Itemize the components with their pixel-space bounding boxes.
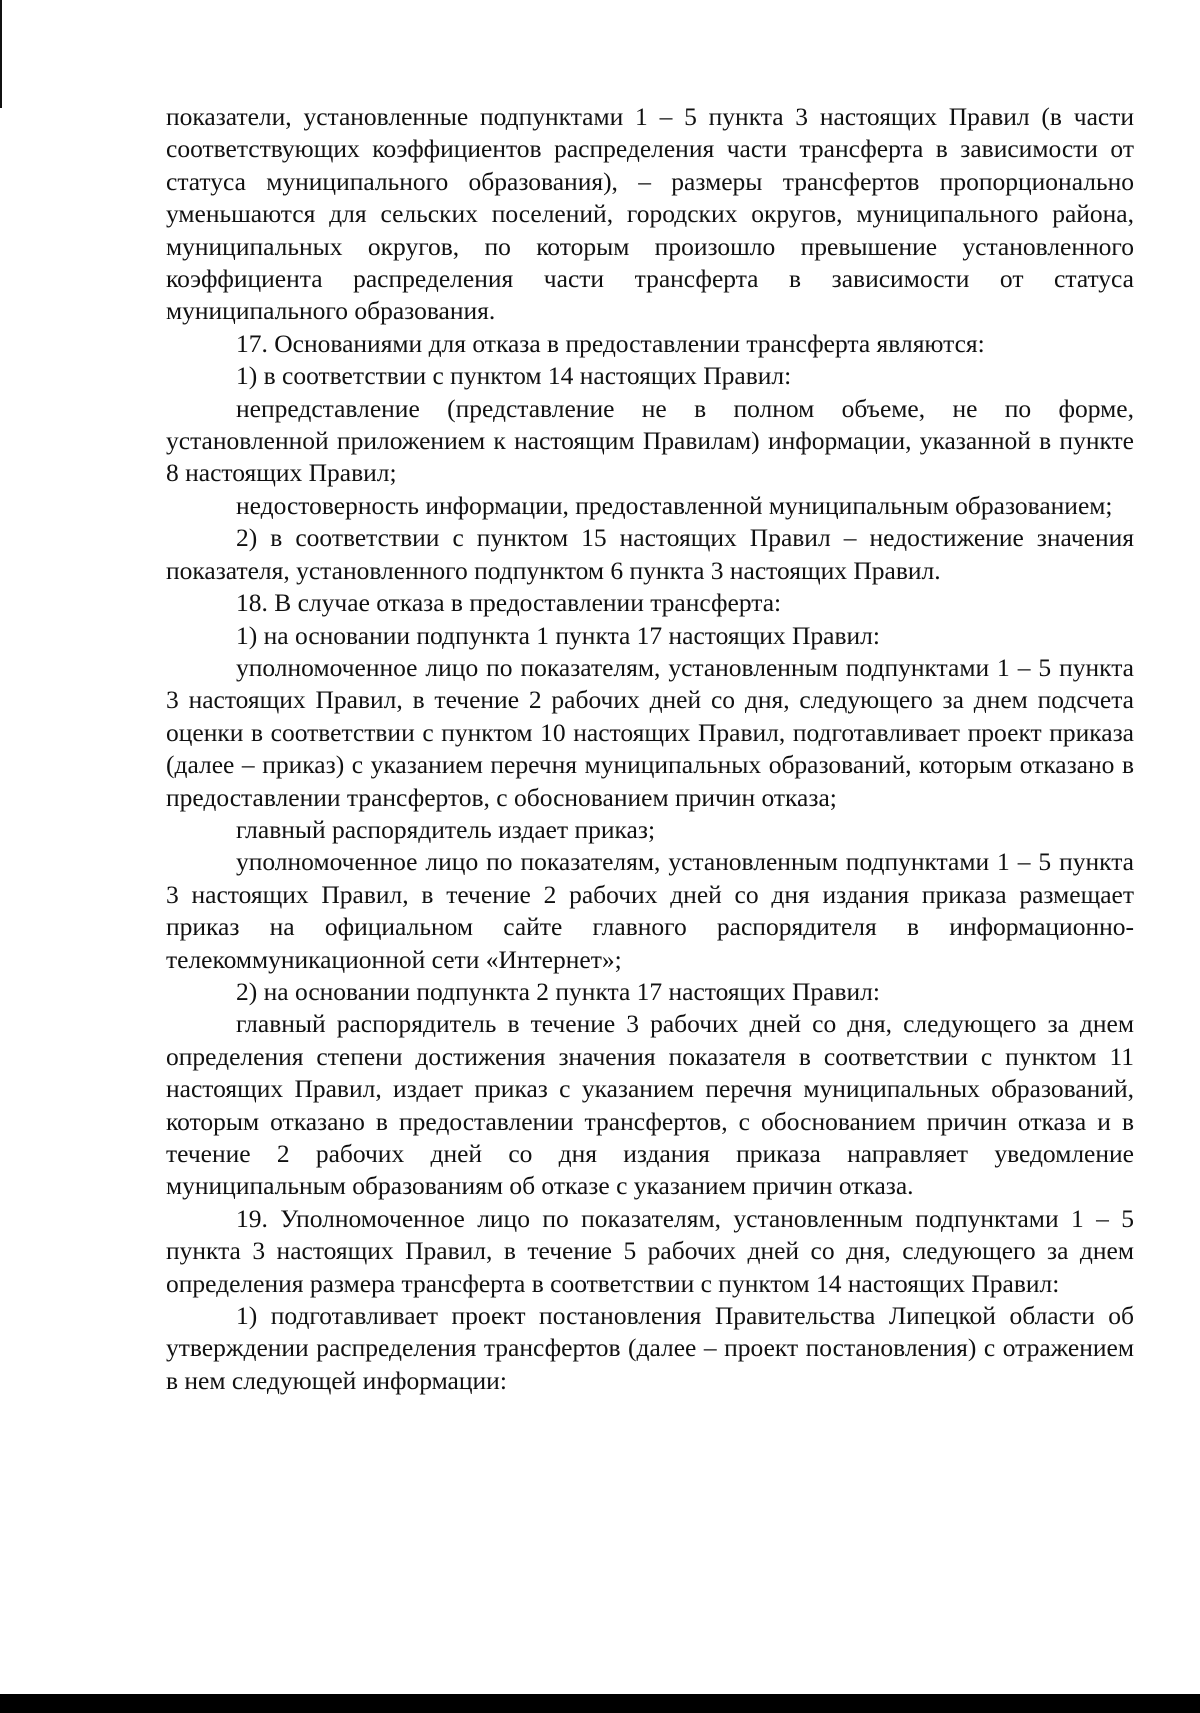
paragraph-19: 19. Уполномоченное лицо по показателям, установленным подпунктами 1 – 5 пункта 3 настоящих Правил, в течение 5 рабочих дней со дня, следующего за днем определения размера трансферта в соответствии с пунктом 14 настоящих Правил: [166, 1203, 1134, 1298]
paragraph-18-item-1: 1) на основании подпункта 1 пункта 17 настоящих Правил: [236, 620, 880, 650]
paragraph-18-item-2-order: главный распорядитель в течение 3 рабочих дней со дня, следующего за днем определения степени достижения значения показателя в соответствии с пунктом 11 настоящих Правил, издает приказ с указанием перечня муниципальных образований, которым отказано в предоставлении трансфертов, с обоснованием причин отказа и в течение 2 рабочих дней со дня издания приказа направляет уведомление муниципальным образованиям об отказе с указанием причин отказа. [166, 1009, 1134, 1201]
paragraph-18-item-1-issue: главный распорядитель издает приказ; [236, 814, 656, 844]
document-body [166, 101, 1134, 1397]
paragraph-18: 18. В случае отказа в предоставлении трансферта: [236, 588, 782, 618]
paragraph-17: 17. Основаниями для отказа в предоставлении трансферта являются: [236, 328, 985, 358]
paragraph-17-item-2: 2) в соответствии с пунктом 15 настоящих Правил – недостижение значения показателя, установленного подпунктом 6 пункта 3 настоящих Правил. [166, 523, 1134, 585]
scan-edge-mark [0, 0, 2, 108]
paragraph-19-item-1: 1) подготавливает проект постановления Правительства Липецкой области об утверждении распределения трансфертов (далее – проект постановления) с отражением в нем следующей информации: [166, 1301, 1134, 1395]
paragraph-17-item-1-unreliability: недостоверность информации, предоставленной муниципальным образованием; [236, 490, 1113, 520]
paragraph-17-item-1-nonsubmission: непредставление (представление не в полном объеме, не по форме, установленной приложением к настоящим Правилам) информации, указанной в пункте 8 настоящих Правил; [166, 393, 1134, 488]
paragraph-18-item-1-publish: уполномоченное лицо по показателям, установленным подпунктами 1 – 5 пункта 3 настоящих Правил, в течение 2 рабочих дней со дня издания приказа размещает приказ на официальном сайте главного распорядителя в информационно-телекоммуникационной сети «Интернет»; [166, 847, 1134, 974]
paragraph-continuation: показатели, установленные подпунктами 1 – 5 пункта 3 настоящих Правил (в части соответствующих коэффициентов распределения части трансферта в зависимости от статуса муниципального образования), – размеры трансфертов пропорционально уменьшаются для сельских поселений, городских округов, муниципального района, муниципальных округов, по которым произошло превышение установленного коэффициента распределения части трансферта в зависимости от статуса муниципального образования. [166, 102, 1134, 326]
paragraph-17-item-1: 1) в соответствии с пунктом 14 настоящих Правил: [236, 361, 792, 391]
scan-bottom-edge [0, 1694, 1200, 1713]
paragraph-18-item-2: 2) на основании подпункта 2 пункта 17 настоящих Правил: [236, 976, 880, 1006]
paragraph-18-item-1-prepare: уполномоченное лицо по показателям, установленным подпунктами 1 – 5 пункта 3 настоящих Правил, в течение 2 рабочих дней со дня, следующего за днем подсчета оценки в соответствии с пунктом 10 настоящих Правил, подготавливает проект приказа (далее – приказ) с указанием перечня муниципальных образований, которым отказано в предоставлении трансфертов, с обоснованием причин отказа; [166, 652, 1134, 812]
